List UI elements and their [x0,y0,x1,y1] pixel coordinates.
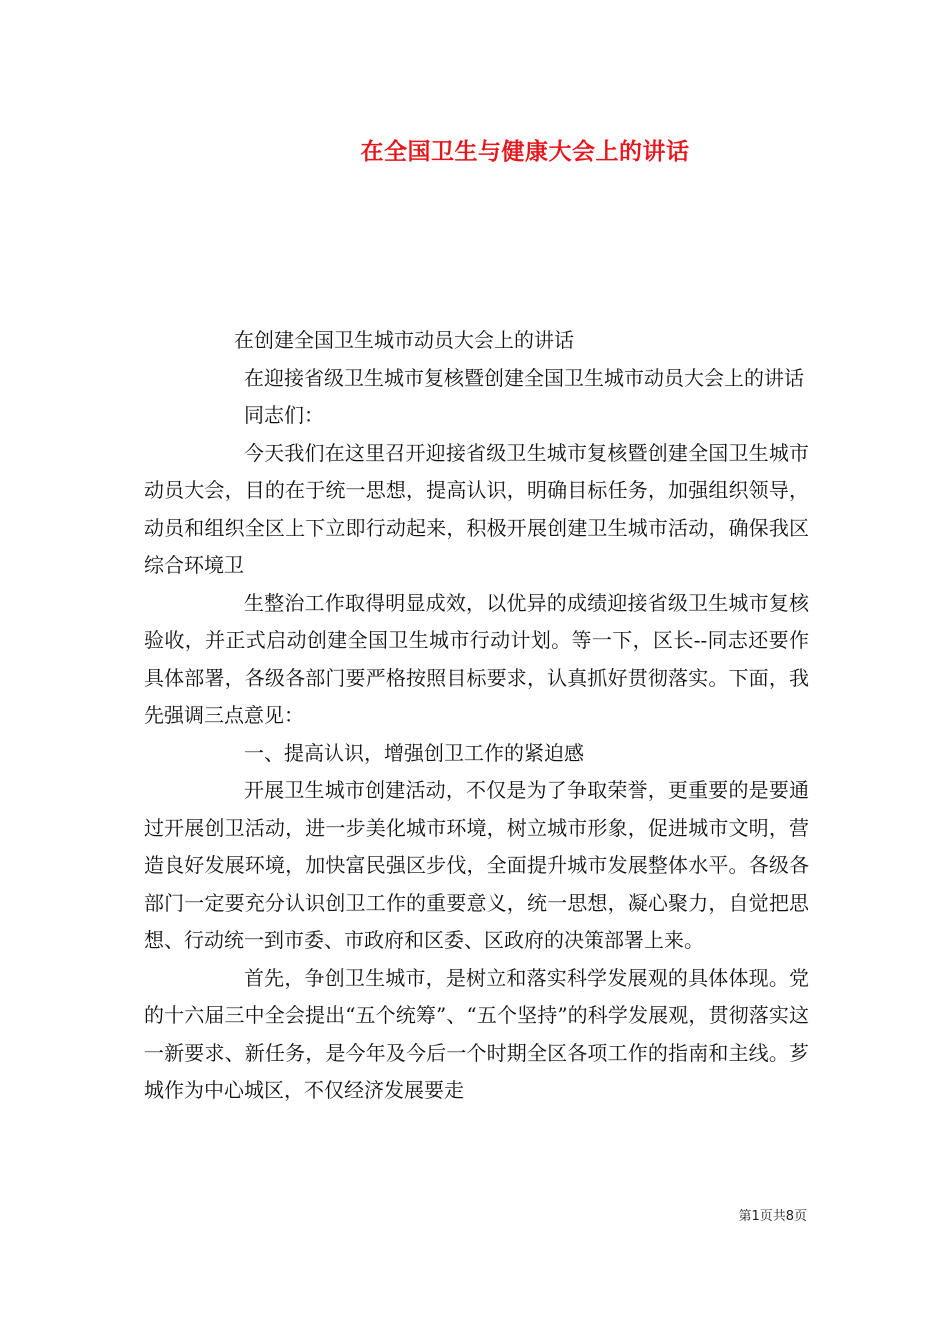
body-paragraph: 在迎接省级卫生城市复核暨创建全国卫生城市动员大会上的讲话 [244,365,804,390]
body-paragraph: 今天我们在这里召开迎接省级卫生城市复核暨创建全国卫生城市动员大会，目的在于统一思想，提高认识，明确目标任务，加强组织领导，动员和组织全区上下立即行动起来，积极开展创建卫生城市活动，确保我区综合环境卫 [144,440,809,577]
section-heading: 一、提高认识，增强创卫工作的紧迫感 [244,740,584,765]
salutation-paragraph: 同志们： [244,403,324,427]
document-title: 在全国卫生与健康大会上的讲话 [360,139,690,165]
page-number-footer: 第1页共8页 [738,1209,807,1224]
body-paragraph: 生整治工作取得明显成效，以优异的成绩迎接省级卫生城市复核验收，并正式启动创建全国卫生城市行动计划。等一下，区长--同志还要作具体部署，各级各部门要严格按照目标要求，认真抓好贯彻落实。下面，我先强调三点意见： [144,590,809,727]
subtitle-paragraph: 在创建全国卫生城市动员大会上的讲话 [234,328,574,352]
body-paragraph: 首先，争创卫生城市，是树立和落实科学发展观的具体体现。党的十六届三中全会提出“五个统筹”、“五个坚持”的科学发展观，贯彻落实这一新要求、新任务，是今年及今后一个时期全区各项工作的指南和主线。芗城作为中心城区，不仅经济发展要走 [144,965,809,1102]
document-body [144,322,809,1110]
body-paragraph: 开展卫生城市创建活动，不仅是为了争取荣誉，更重要的是要通过开展创卫活动，进一步美化城市环境，树立城市形象，促进城市文明，营造良好发展环境，加快富民强区步伐，全面提升城市发展整体水平。各级各部门一定要充分认识创卫工作的重要意义，统一思想，凝心聚力，自觉把思想、行动统一到市委、市政府和区委、区政府的决策部署上来。 [144,778,809,952]
